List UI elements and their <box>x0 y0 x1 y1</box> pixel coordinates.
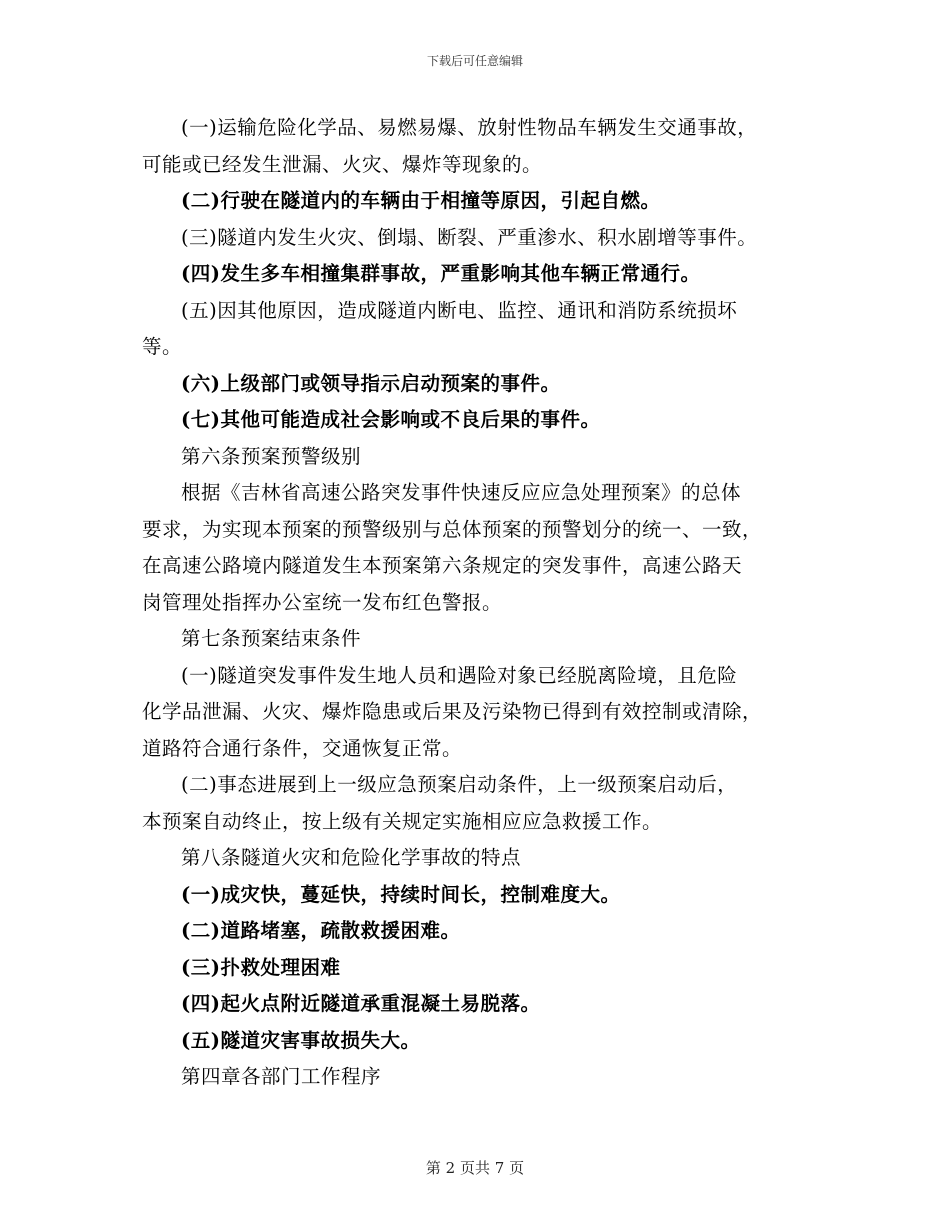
paragraph-2 <box>142 183 812 220</box>
paragraph-line: (二)道路堵塞，疏散救援困难。 <box>181 919 461 942</box>
paragraph-line: (一)隧道突发事件发生地人员和遇险对象已经脱离险境，且危险 <box>181 663 738 687</box>
paragraph-6 <box>142 366 812 403</box>
paragraph-line: 第八条隧道火灾和危险化学事故的特点 <box>181 846 522 869</box>
paragraph-line: 等。 <box>142 335 183 358</box>
paragraph-line: 要求，为实现本预案的预警级别与总体预案的预警划分的统一、一致， <box>142 517 763 541</box>
paragraph-line: (三)隧道内发生火灾、倒塌、断裂、严重渗水、积水剧增等事件。 <box>181 225 758 249</box>
paragraph-line: (三)扑救处理困难 <box>181 955 341 979</box>
paragraph-line: 第七条预案结束条件 <box>181 627 362 650</box>
paragraph-7 <box>142 402 812 439</box>
page-footer: 第 2 页共 7 页 <box>425 1159 525 1177</box>
paragraph-line: 根据《吉林省高速公路突发事件快速反应应急处理预案》的总体 <box>181 481 742 504</box>
paragraph-line: (七)其他可能造成社会影响或不良后果的事件。 <box>181 408 601 431</box>
paragraph-line: 本预案自动终止，按上级有关规定实施相应应急救援工作。 <box>142 809 663 833</box>
chapter-heading-4 <box>142 1059 812 1096</box>
document-body <box>142 110 812 1096</box>
page-header: 下载后可任意编辑 <box>426 54 523 68</box>
section-heading-7 <box>142 621 812 658</box>
paragraph-line: (四)起火点附近隧道承重混凝土易脱落。 <box>181 992 541 1015</box>
paragraph-14 <box>142 877 812 914</box>
paragraph-3 <box>142 220 812 257</box>
paragraph-line: 第六条预案预警级别 <box>181 444 362 468</box>
paragraph-12 <box>142 767 812 840</box>
paragraph-line: (一)成灾快，蔓延快，持续时间长，控制难度大。 <box>181 882 621 906</box>
paragraph-line: (五)因其他原因，造成隧道内断电、监控、通讯和消防系统损坏 <box>181 298 738 322</box>
paragraph-11 <box>142 658 812 768</box>
section-heading-8 <box>142 840 812 877</box>
section-heading-6 <box>142 439 812 476</box>
paragraph-4 <box>142 256 812 293</box>
paragraph-line: (五)隧道灾害事故损失大。 <box>181 1028 421 1052</box>
paragraph-15 <box>142 913 812 950</box>
paragraph-9 <box>142 475 812 621</box>
paragraph-16 <box>142 950 812 987</box>
paragraph-line: 化学品泄漏、火灾、爆炸隐患或后果及污染物已得到有效控制或清除， <box>142 700 763 723</box>
paragraph-line: (六)上级部门或领导指示启动预案的事件。 <box>181 371 561 395</box>
paragraph-line: 可能或已经发生泄漏、火灾、爆炸等现象的。 <box>142 152 543 176</box>
paragraph-line: 岗管理处指挥办公室统一发布红色警报。 <box>142 590 503 614</box>
paragraph-line: (二)行驶在隧道内的车辆由于相撞等原因，引起自燃。 <box>181 189 661 212</box>
paragraph-line: 道路符合通行条件，交通恢复正常。 <box>142 736 463 760</box>
paragraph-line: (四)发生多车相撞集群事故，严重影响其他车辆正常通行。 <box>181 262 701 285</box>
paragraph-line: (一)运输危险化学品、易燃易爆、放射性物品车辆发生交通事故， <box>181 116 758 139</box>
paragraph-18 <box>142 1023 812 1060</box>
paragraph-line: 第四章各部门工作程序 <box>181 1065 382 1088</box>
paragraph-5 <box>142 293 812 366</box>
paragraph-line: 在高速公路境内隧道发生本预案第六条规定的突发事件，高速公路天 <box>142 554 743 577</box>
paragraph-1 <box>142 110 812 183</box>
paragraph-17 <box>142 986 812 1023</box>
paragraph-line: (二)事态进展到上一级应急预案启动条件，上一级预案启动后， <box>181 773 738 796</box>
